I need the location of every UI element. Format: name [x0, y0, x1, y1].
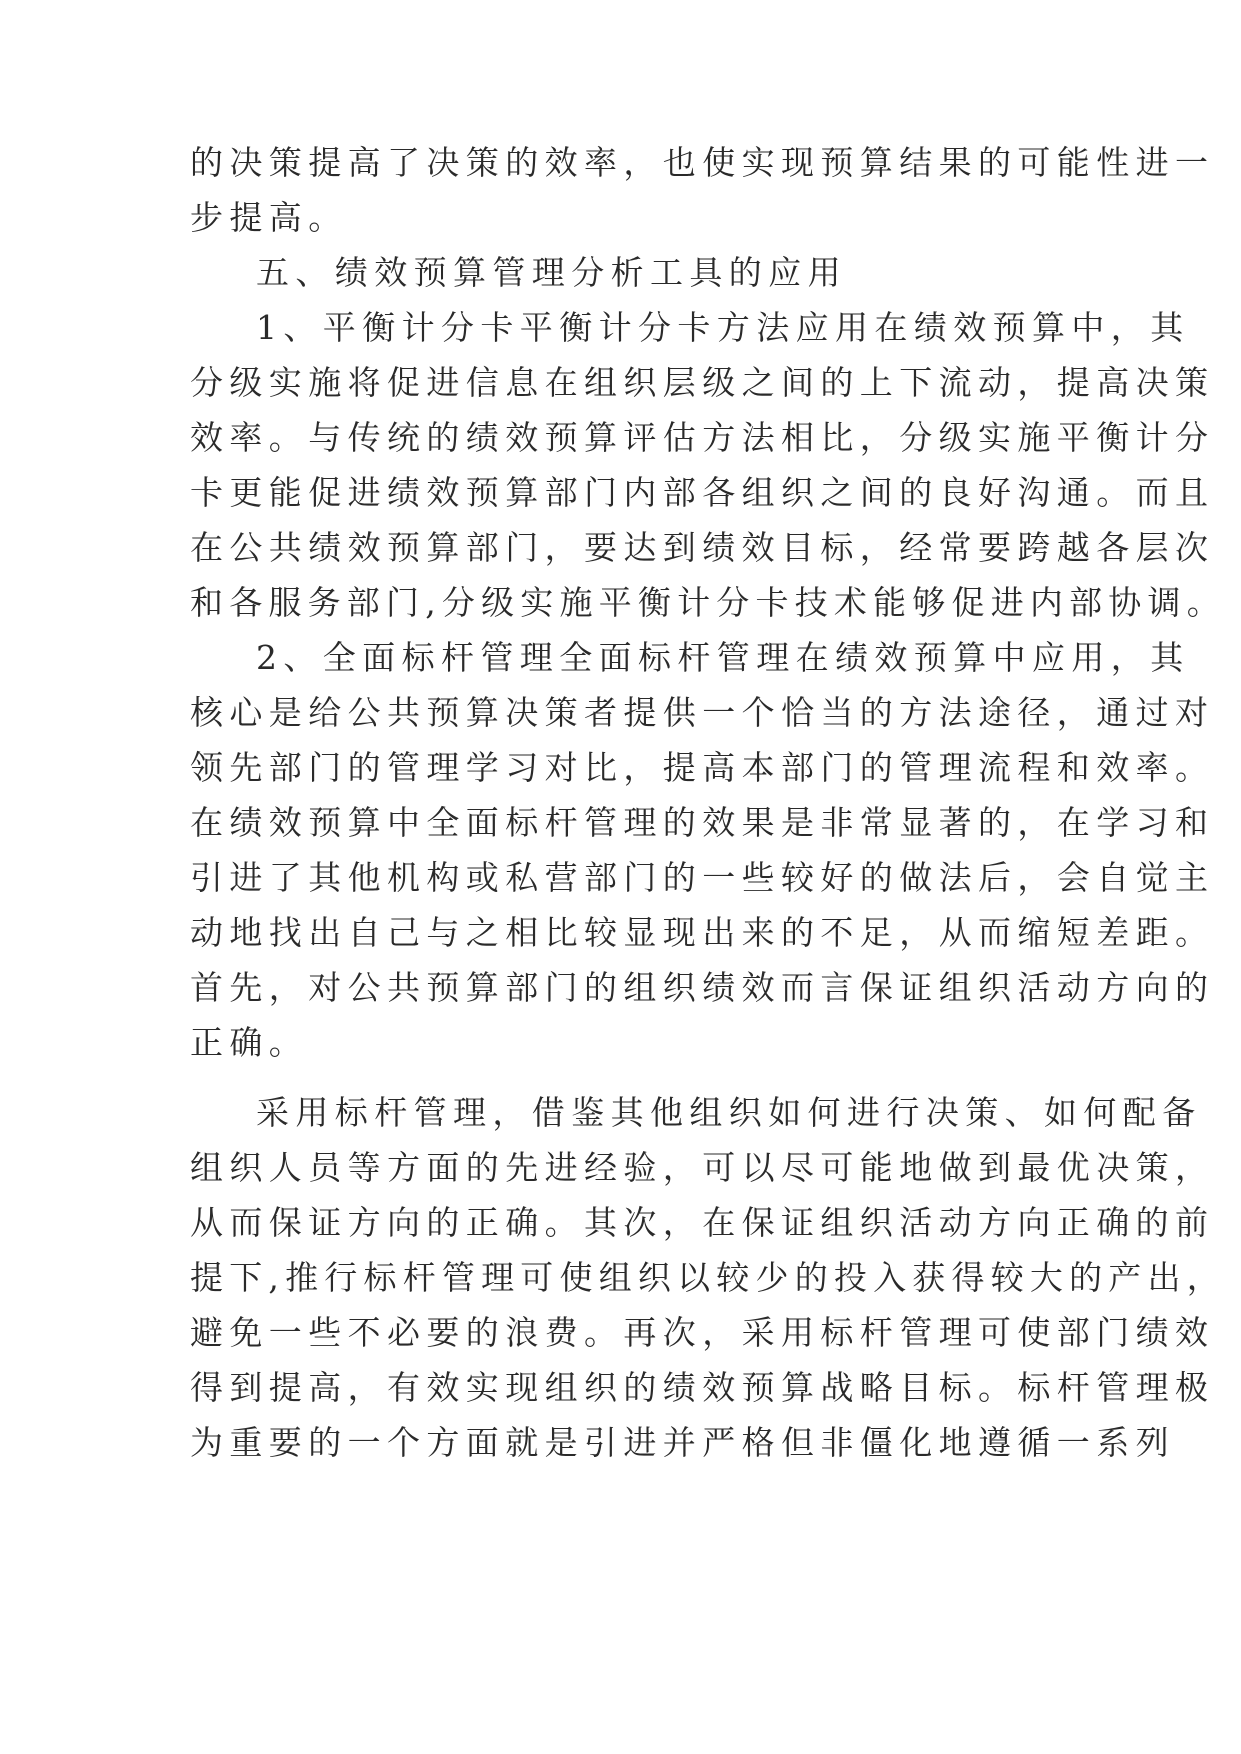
text-line-content: 动地找出自己与之相比较显现出来的不足，从而缩短差距。: [190, 913, 1215, 952]
text-line: [0, 473, 1241, 513]
text-line-content: 正确。: [190, 1023, 309, 1062]
text-line: [0, 1093, 1241, 1133]
text-line: [0, 308, 1241, 348]
text-line: [0, 418, 1241, 458]
section-heading: [0, 253, 1241, 293]
text-line-content: 和各服务部门,分级实施平衡计分卡技术能够促进内部协调。: [190, 583, 1226, 622]
text-line: [0, 198, 1241, 238]
text-line-content: 提下,推行标杆管理可使组织以较少的投入获得较大的产出，: [190, 1258, 1226, 1297]
text-line-content: 领先部门的管理学习对比，提高本部门的管理流程和效率。: [190, 748, 1215, 787]
section-heading-text: 五、绩效预算管理分析工具的应用: [256, 253, 847, 292]
text-line: [0, 638, 1241, 678]
text-line: [0, 748, 1241, 788]
text-line: [0, 693, 1241, 733]
text-line-content: 在绩效预算中全面标杆管理的效果是非常显著的，在学习和: [190, 803, 1215, 842]
text-line-content: 在公共绩效预算部门，要达到绩效目标，经常要跨越各层次: [190, 528, 1215, 567]
text-line: [0, 968, 1241, 1008]
text-line-content: 避免一些不必要的浪费。再次，采用标杆管理可使部门绩效: [190, 1313, 1215, 1352]
text-line: [0, 858, 1241, 898]
text-line: [0, 1258, 1241, 1298]
text-line: [0, 363, 1241, 403]
text-line: [0, 1313, 1241, 1353]
text-line-content: 卡更能促进绩效预算部门内部各组织之间的良好沟通。而且: [190, 473, 1215, 512]
text-line: [0, 143, 1241, 183]
text-line: [0, 913, 1241, 953]
text-line-content: 分级实施将促进信息在组织层级之间的上下流动，提高决策: [190, 363, 1215, 402]
text-line: [0, 1368, 1241, 1408]
text-line-content: 从而保证方向的正确。其次，在保证组织活动方向正确的前: [190, 1203, 1215, 1242]
text-line-content: 核心是给公共预算决策者提供一个恰当的方法途径，通过对: [190, 693, 1215, 732]
text-line-content: 2、全面标杆管理全面标杆管理在绩效预算中应用，其: [256, 638, 1190, 677]
text-line-content: 采用标杆管理，借鉴其他组织如何进行决策、如何配备: [256, 1093, 1202, 1132]
text-line-content: 效率。与传统的绩效预算评估方法相比，分级实施平衡计分: [190, 418, 1215, 457]
text-line-content: 首先，对公共预算部门的组织绩效而言保证组织活动方向的: [190, 968, 1215, 1007]
text-line: [0, 803, 1241, 843]
text-line: [0, 1148, 1241, 1188]
text-line-content: 引进了其他机构或私营部门的一些较好的做法后，会自觉主: [190, 858, 1215, 897]
text-line: [0, 528, 1241, 568]
text-line: [0, 583, 1241, 623]
text-line-content: 组织人员等方面的先进经验，可以尽可能地做到最优决策，: [190, 1148, 1215, 1187]
text-line-content: 1、平衡计分卡平衡计分卡方法应用在绩效预算中，其: [256, 308, 1190, 347]
text-line-content: 的决策提高了决策的效率，也使实现预算结果的可能性进一: [190, 143, 1215, 182]
text-line-content: 得到提高，有效实现组织的绩效预算战略目标。标杆管理极: [190, 1368, 1215, 1407]
text-line-content: 步提高。: [190, 198, 348, 237]
text-line: [0, 1023, 1241, 1063]
text-line: [0, 1423, 1241, 1463]
text-line: [0, 1203, 1241, 1243]
text-line-content: 为重要的一个方面就是引进并严格但非僵化地遵循一系列: [190, 1423, 1175, 1462]
